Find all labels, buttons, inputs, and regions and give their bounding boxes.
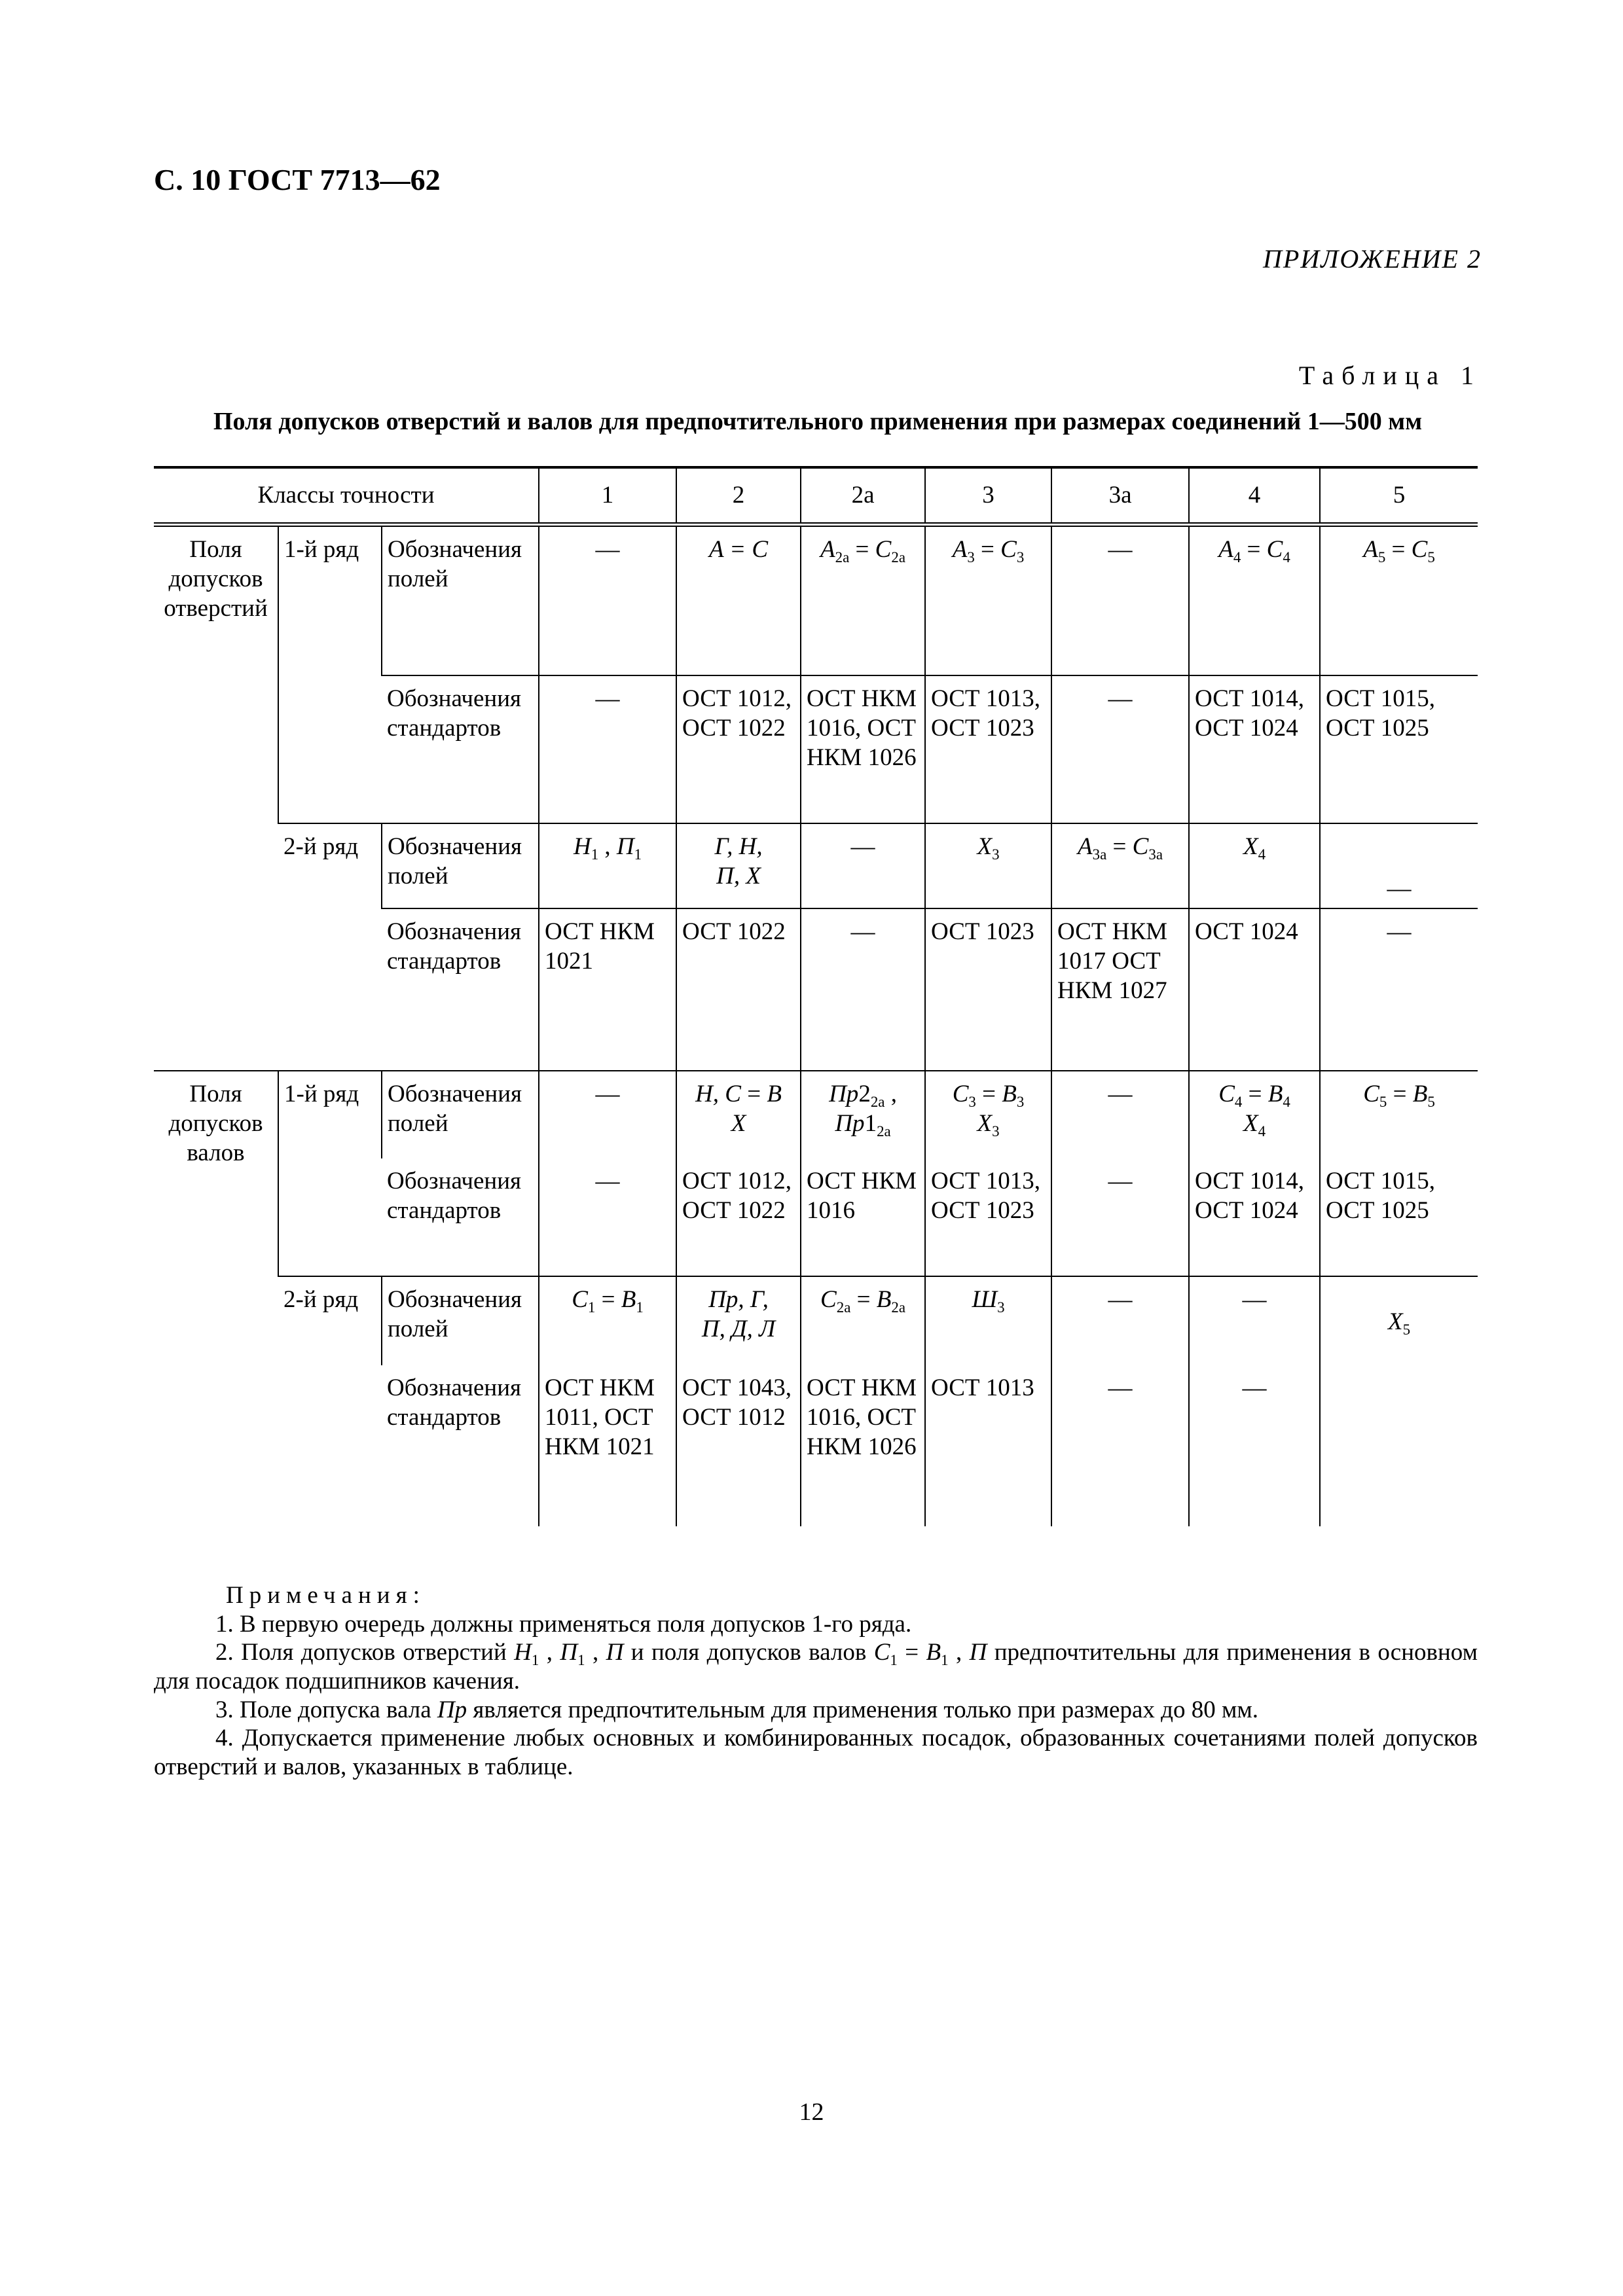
cell: ОСТ НКМ 1016, ОСТ НКМ 1026: [801, 1365, 925, 1526]
page-header-title: С. 10 ГОСТ 7713—62: [154, 163, 441, 196]
cell: $A_{3а} = C_{3а}$: [1051, 823, 1189, 908]
cell: ОСТ 1012, ОСТ 1022: [676, 1158, 801, 1276]
cell: —: [1051, 1158, 1189, 1276]
notes-block: [154, 1581, 1478, 1782]
cell: ОСТ НКМ 1011, ОСТ НКМ 1021: [539, 1365, 676, 1526]
header-class-2a: 2а: [801, 467, 925, 525]
kind-label-fields: Обозначения полей: [382, 525, 539, 675]
cell: ОСТ НКМ 1017 ОСТ НКМ 1027: [1051, 908, 1189, 1071]
header-class-1: 1: [539, 467, 676, 525]
cell: —: [801, 908, 925, 1071]
cell: —: [1051, 1276, 1189, 1365]
cell: $X_3$: [925, 823, 1051, 908]
cell: ОСТ 1014, ОСТ 1024: [1189, 1158, 1320, 1276]
cell: ОСТ 1013: [925, 1365, 1051, 1526]
group-label-holes: Поля допусков отверстий: [164, 536, 268, 622]
table-row: [154, 823, 1478, 908]
cell: $C_3 = B_3$ $X_3$: [925, 1071, 1051, 1158]
cell: —: [1189, 1365, 1320, 1526]
cell: —: [1320, 908, 1478, 1071]
cell: Н, С = В Х: [676, 1071, 801, 1158]
cell: ОСТ 1013, ОСТ 1023: [925, 675, 1051, 823]
cell: —: [1189, 1276, 1320, 1365]
header-class-3a: 3а: [1051, 467, 1189, 525]
table-grid: [154, 466, 1478, 1526]
row-label-2: 2-й ряд: [278, 1276, 382, 1526]
header-row: [154, 467, 1478, 525]
cell: $C_4 = B_4$ $X_4$: [1189, 1071, 1320, 1158]
cell-text: A = C: [708, 536, 769, 563]
note-item: 3. Поле допуска вала Пр является предпочтительным для применения только при размерах до 80 мм.: [215, 1696, 1259, 1723]
cell: $A_4 = C_4$: [1189, 525, 1320, 675]
cell: [676, 525, 801, 675]
row-label-1: 1-й ряд: [278, 525, 382, 823]
kind-label-fields: Обозначения полей: [382, 1276, 539, 1365]
cell: ОСТ НКМ 1021: [539, 908, 676, 1071]
cell: ОСТ 1012, ОСТ 1022: [676, 675, 801, 823]
table-row: [154, 1276, 1478, 1365]
cell: ОСТ 1043, ОСТ 1012: [676, 1365, 801, 1526]
cell: $C_1 = B_1$: [539, 1276, 676, 1365]
cell: —: [801, 823, 925, 908]
note-item: 4. Допускается применение любых основных и комбинированных посадок, образованных сочетаниями полей допусков отверстий и валов, указанных в таблице.: [154, 1725, 1478, 1780]
cell: —: [539, 1071, 676, 1158]
kind-label-standards: Обозначения стандартов: [387, 1167, 522, 1224]
cell: ОСТ 1015, ОСТ 1025: [1320, 1158, 1478, 1276]
group-label-shafts: Поля допусков валов: [154, 1071, 278, 1526]
table-title: Поля допусков отверстий и валов для предпочтительного применения при размерах соединений 1—500 мм: [213, 408, 1423, 435]
cell: —: [1320, 823, 1478, 908]
kind-label-standards: Обозначения стандартов: [387, 1374, 522, 1431]
table-number: Таблица 1: [1298, 361, 1482, 390]
tolerance-fields-table: [154, 466, 1478, 1526]
cell: $Пр2_{2а}$ , $Пр1_{2а}$: [801, 1071, 925, 1158]
cell: ОСТ НКМ 1016: [801, 1158, 925, 1276]
page-number: 12: [799, 2098, 824, 2126]
cell: $A_5 = C_5$: [1320, 525, 1478, 675]
cell: —: [539, 1158, 676, 1276]
header-classes-label: Классы точности: [154, 467, 539, 525]
cell: ОСТ 1024: [1189, 908, 1320, 1071]
note-item: 1. В первую очередь должны применяться поля допусков 1-го ряда.: [215, 1610, 912, 1638]
cell: ОСТ 1015, ОСТ 1025: [1320, 675, 1478, 823]
cell: $C_5 = B_5$: [1320, 1071, 1478, 1158]
row-label-2: 2-й ряд: [278, 823, 382, 1071]
cell: ОСТ НКМ 1016, ОСТ НКМ 1026: [801, 675, 925, 823]
cell: —: [539, 525, 676, 675]
cell: ОСТ 1023: [925, 908, 1051, 1071]
notes-title: Примечания:: [226, 1582, 426, 1609]
cell: ОСТ 1014, ОСТ 1024: [1189, 675, 1320, 823]
cell: ОСТ 1022: [676, 908, 801, 1071]
header-class-5: 5: [1320, 467, 1478, 525]
header-class-2: 2: [676, 467, 801, 525]
cell: $A_{2а} = C_{2а}$: [801, 525, 925, 675]
appendix-label: ПРИЛОЖЕНИЕ 2: [1263, 244, 1482, 274]
cell: Пр, Г, П, Д, Л: [676, 1276, 801, 1365]
cell: $A_3 = C_3$: [925, 525, 1051, 675]
header-class-4: 4: [1189, 467, 1320, 525]
cell: —: [1051, 675, 1189, 823]
cell: $X_4$: [1189, 823, 1320, 908]
kind-label-standards: Обозначения стандартов: [382, 908, 539, 1071]
cell: $H_1$ , $П_1$: [539, 823, 676, 908]
cell: $X_5$: [1320, 1276, 1478, 1526]
cell: —: [1051, 1365, 1189, 1526]
kind-label-fields: Обозначения полей: [382, 1071, 539, 1158]
note-item: 2. Поля допусков отверстий $Н_1$ , $П_1$ , П и поля допусков валов $C_1 = B_1$ , П предпочтительны для применения в основном для посадок подшипников качения.: [154, 1639, 1478, 1695]
row-label-1: 1-й ряд: [278, 1071, 382, 1276]
cell: —: [539, 675, 676, 823]
cell: ОСТ 1013, ОСТ 1023: [925, 1158, 1051, 1276]
table-row: [154, 525, 1478, 675]
cell: Г, Н, П, Х: [676, 823, 801, 908]
cell: $C_{2а} = B_{2а}$: [801, 1276, 925, 1365]
kind-label-standards: Обозначения стандартов: [382, 675, 539, 823]
header-class-3: 3: [925, 467, 1051, 525]
table-row: [154, 1071, 1478, 1158]
cell: —: [1051, 525, 1189, 675]
cell: $Ш_3$: [925, 1276, 1051, 1365]
cell: —: [1051, 1071, 1189, 1158]
kind-label-fields: Обозначения полей: [382, 823, 539, 908]
